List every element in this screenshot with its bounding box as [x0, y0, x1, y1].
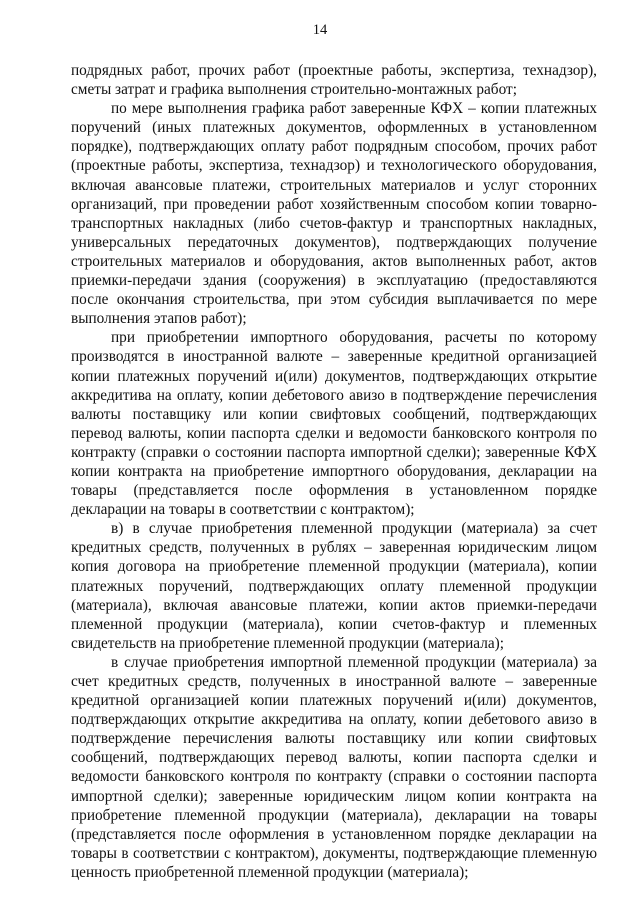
paragraph-1: подрядных работ, прочих работ (проектные работы, экспертиза, технадзор), сметы затрат и графика выполнения строительно-монтажных работ; — [71, 62, 597, 99]
paragraph-5: в случае приобретения импортной племенной продукции (материала) за счет кредитных средств, полученных в иностранной валюте – заверенные кредитной организацией копии платежных поручений и(или) документов, подтверждающих открытие аккредитива на оплату, копии дебетового авизо в подтверждение перечисления валюты поставщику или копии свифтовых сообщений, подтверждающих перевод валюты, копии паспорта сделки и ведомости банковского контроля по контракту (справки о состоянии паспорта импортной сделки); заверенные юридическим лицом копии контракта на приобретение племенной продукции (материала), декларации на товары (представляется после оформления в установленном порядке декларации на товары в соответствии с контрактом), документы, подтверждающие племенную ценность приобретенной племенной продукции (материала); — [71, 653, 597, 881]
page-number: 14 — [312, 22, 328, 38]
paragraph-4: в) в случае приобретения племенной продукции (материала) за счет кредитных средств, полученных в рублях – заверенная юридическим лицом копия договора на приобретение племенной продукции (материала), копии платежных поручений, подтверждающих оплату племенной продукции (материала), включая авансовые платежи, копии актов приемки-передачи племенной продукции (материала), копии счетов-фактур и племенных свидетельств на приобретение племенной продукции (материала); — [71, 520, 597, 652]
paragraph-2: по мере выполнения графика работ заверенные КФХ – копии платежных поручений (иных платежных документов, оформленных в установленном порядке), подтверждающих оплату работ подрядным способом, прочих работ (проектные работы, экспертиза, технадзор) и технологического оборудования, включая авансовые платежи, строительных материалов и услуг сторонних организаций, при проведении работ хозяйственным способом копии товарно-транспортных накладных (либо счетов-фактур и транспортных накладных, универсальных передаточных документов), подтверждающих получение строительных материалов и оборудования, актов выполненных работ, актов приемки-передачи здания (сооружения) в эксплуатацию (предоставляются после окончания строительства, при этом субсидия выплачивается по мере выполнения этапов работ); — [71, 100, 597, 328]
paragraph-3: при приобретении импортного оборудования, расчеты по которому производятся в иностранной валюте – заверенные кредитной организацией копии платежных поручений и(или) документов, подтверждающих открытие аккредитива на оплату, копии дебетового авизо в подтверждение перечисления валюты поставщику или копии свифтовых сообщений, подтверждающих перевод валюты, копии паспорта сделки и ведомости банковского контроля по контракту (справки о состоянии паспорта импортной сделки); заверенные КФХ копии контракта на приобретение импортного оборудования, декларации на товары (представляется после оформления в установленном порядке декларации на товары в соответствии с контрактом); — [71, 329, 597, 519]
document-body — [71, 61, 597, 882]
